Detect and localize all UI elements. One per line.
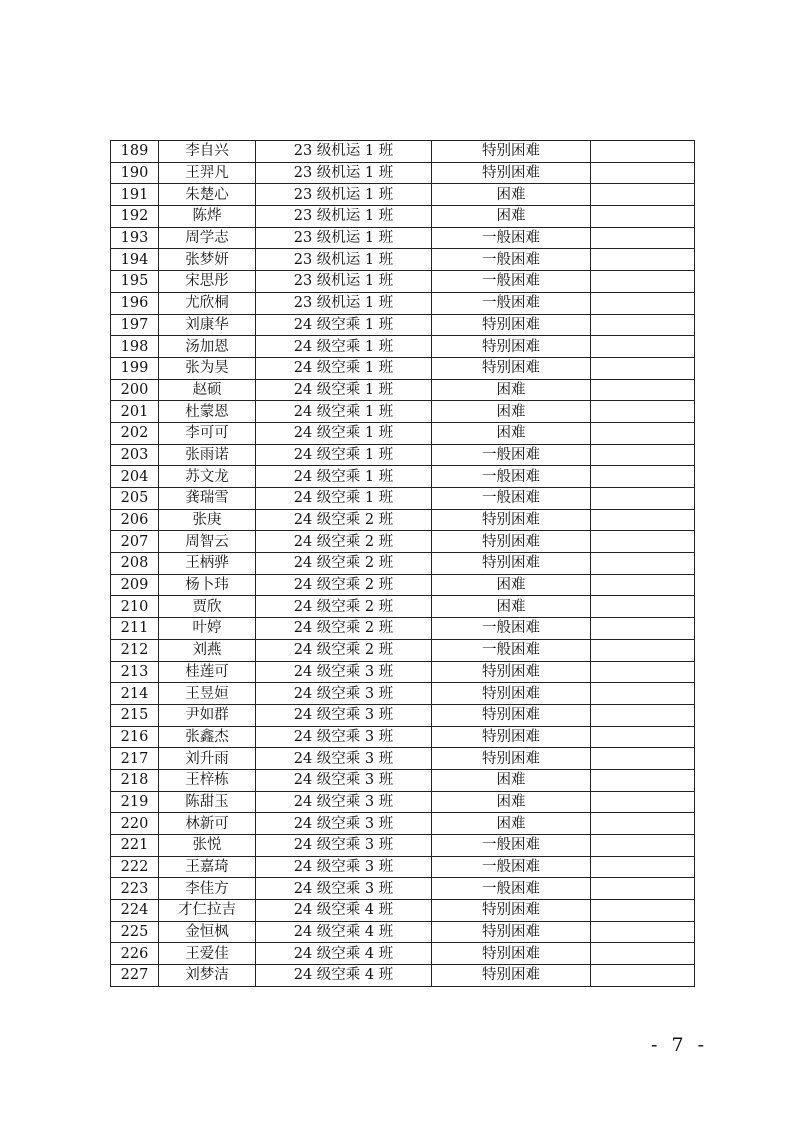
row-number-cell: 220 [111,813,159,835]
class-name-cell: 23 级机运 1 班 [256,292,432,314]
hardship-level-cell: 一般困难 [432,444,591,466]
row-number-cell: 226 [111,943,159,965]
hardship-level-cell: 特别困难 [432,704,591,726]
student-name-cell: 尤欣桐 [159,292,256,314]
class-name-cell: 23 级机运 1 班 [256,162,432,184]
class-name-cell: 24 级空乘 3 班 [256,683,432,705]
student-name-cell: 叶婷 [159,618,256,640]
table-row [111,618,695,640]
hardship-level-cell: 一般困难 [432,249,591,271]
remarks-cell [591,466,695,488]
remarks-cell [591,921,695,943]
table-row [111,162,695,184]
remarks-cell [591,509,695,531]
table-row [111,336,695,358]
hardship-level-cell: 困难 [432,206,591,228]
row-number-cell: 217 [111,748,159,770]
student-name-cell: 张雨诺 [159,444,256,466]
table-row [111,292,695,314]
class-name-cell: 24 级空乘 1 班 [256,336,432,358]
row-number-cell: 201 [111,401,159,423]
class-name-cell: 24 级空乘 1 班 [256,422,432,444]
class-name-cell: 24 级空乘 2 班 [256,596,432,618]
hardship-level-cell: 一般困难 [432,488,591,510]
row-number-cell: 197 [111,314,159,336]
student-name-cell: 贾欣 [159,596,256,618]
student-name-cell: 尹如群 [159,704,256,726]
table-row [111,227,695,249]
hardship-level-cell: 一般困难 [432,878,591,900]
student-name-cell: 金恒枫 [159,921,256,943]
table-row [111,748,695,770]
row-number-cell: 199 [111,357,159,379]
hardship-level-cell: 一般困难 [432,618,591,640]
row-number-cell: 191 [111,184,159,206]
table-row [111,466,695,488]
class-name-cell: 23 级机运 1 班 [256,249,432,271]
remarks-cell [591,835,695,857]
remarks-cell [591,683,695,705]
class-name-cell: 24 级空乘 1 班 [256,357,432,379]
class-name-cell: 24 级空乘 4 班 [256,965,432,987]
table-row [111,422,695,444]
row-number-cell: 225 [111,921,159,943]
student-name-cell: 苏文龙 [159,466,256,488]
hardship-level-cell: 困难 [432,401,591,423]
row-number-cell: 196 [111,292,159,314]
hardship-level-cell: 特别困难 [432,726,591,748]
remarks-cell [591,141,695,163]
table-row [111,596,695,618]
student-name-cell: 林新可 [159,813,256,835]
remarks-cell [591,488,695,510]
remarks-cell [591,162,695,184]
row-number-cell: 189 [111,141,159,163]
remarks-cell [591,401,695,423]
student-name-cell: 周学志 [159,227,256,249]
hardship-level-cell: 困难 [432,596,591,618]
row-number-cell: 224 [111,900,159,922]
class-name-cell: 24 级空乘 1 班 [256,488,432,510]
hardship-level-cell: 特别困难 [432,661,591,683]
row-number-cell: 192 [111,206,159,228]
row-number-cell: 211 [111,618,159,640]
row-number-cell: 209 [111,574,159,596]
row-number-cell: 216 [111,726,159,748]
remarks-cell [591,271,695,293]
class-name-cell: 23 级机运 1 班 [256,141,432,163]
table-row [111,813,695,835]
table-row [111,141,695,163]
hardship-level-cell: 一般困难 [432,835,591,857]
remarks-cell [591,531,695,553]
student-name-cell: 王羿凡 [159,162,256,184]
table-row [111,488,695,510]
table-row [111,314,695,336]
hardship-level-cell: 特别困难 [432,943,591,965]
student-name-cell: 王梓栋 [159,769,256,791]
row-number-cell: 204 [111,466,159,488]
hardship-level-cell: 困难 [432,422,591,444]
hardship-level-cell: 困难 [432,574,591,596]
student-name-cell: 朱楚心 [159,184,256,206]
student-name-cell: 杨卜玮 [159,574,256,596]
student-name-cell: 杜蒙恩 [159,401,256,423]
remarks-cell [591,553,695,575]
student-name-cell: 陈烨 [159,206,256,228]
hardship-level-cell: 一般困难 [432,227,591,249]
student-name-cell: 赵硕 [159,379,256,401]
remarks-cell [591,813,695,835]
table-row [111,943,695,965]
remarks-cell [591,704,695,726]
hardship-level-cell: 特别困难 [432,965,591,987]
student-name-cell: 张庚 [159,509,256,531]
table-row [111,835,695,857]
class-name-cell: 23 级机运 1 班 [256,227,432,249]
class-name-cell: 23 级机运 1 班 [256,271,432,293]
student-name-cell: 周智云 [159,531,256,553]
hardship-level-cell: 特别困难 [432,314,591,336]
remarks-cell [591,791,695,813]
hardship-level-cell: 一般困难 [432,271,591,293]
row-number-cell: 190 [111,162,159,184]
remarks-cell [591,357,695,379]
student-name-cell: 刘梦洁 [159,965,256,987]
row-number-cell: 200 [111,379,159,401]
table-row [111,726,695,748]
row-number-cell: 221 [111,835,159,857]
student-name-cell: 陈甜玉 [159,791,256,813]
table-row [111,271,695,293]
row-number-cell: 214 [111,683,159,705]
student-name-cell: 张为昊 [159,357,256,379]
student-name-cell: 张梦妍 [159,249,256,271]
hardship-level-cell: 特别困难 [432,900,591,922]
student-aid-table-container [110,140,695,987]
student-name-cell: 张鑫杰 [159,726,256,748]
row-number-cell: 207 [111,531,159,553]
hardship-level-cell: 困难 [432,791,591,813]
class-name-cell: 24 级空乘 3 班 [256,769,432,791]
class-name-cell: 24 级空乘 3 班 [256,835,432,857]
row-number-cell: 215 [111,704,159,726]
table-row [111,769,695,791]
row-number-cell: 219 [111,791,159,813]
class-name-cell: 24 级空乘 4 班 [256,943,432,965]
student-name-cell: 才仁拉吉 [159,900,256,922]
hardship-level-cell: 特别困难 [432,553,591,575]
remarks-cell [591,292,695,314]
remarks-cell [591,878,695,900]
remarks-cell [591,618,695,640]
student-name-cell: 张悦 [159,835,256,857]
row-number-cell: 218 [111,769,159,791]
hardship-level-cell: 困难 [432,184,591,206]
hardship-level-cell: 一般困难 [432,856,591,878]
class-name-cell: 24 级空乘 1 班 [256,401,432,423]
hardship-level-cell: 特别困难 [432,921,591,943]
table-row [111,900,695,922]
class-name-cell: 24 级空乘 2 班 [256,618,432,640]
class-name-cell: 24 级空乘 2 班 [256,531,432,553]
page-number: - 7 - [651,1034,709,1056]
table-row [111,574,695,596]
remarks-cell [591,574,695,596]
student-name-cell: 刘康华 [159,314,256,336]
table-row [111,249,695,271]
hardship-level-cell: 困难 [432,379,591,401]
class-name-cell: 24 级空乘 3 班 [256,748,432,770]
student-name-cell: 李自兴 [159,141,256,163]
hardship-level-cell: 特别困难 [432,336,591,358]
class-name-cell: 24 级空乘 3 班 [256,661,432,683]
remarks-cell [591,314,695,336]
student-name-cell: 桂莲可 [159,661,256,683]
remarks-cell [591,336,695,358]
class-name-cell: 24 级空乘 4 班 [256,921,432,943]
row-number-cell: 213 [111,661,159,683]
row-number-cell: 194 [111,249,159,271]
remarks-cell [591,249,695,271]
student-name-cell: 王柄骅 [159,553,256,575]
table-row [111,921,695,943]
remarks-cell [591,661,695,683]
student-name-cell: 汤加恩 [159,336,256,358]
class-name-cell: 24 级空乘 3 班 [256,726,432,748]
row-number-cell: 205 [111,488,159,510]
class-name-cell: 24 级空乘 1 班 [256,379,432,401]
student-name-cell: 宋思彤 [159,271,256,293]
class-name-cell: 23 级机运 1 班 [256,206,432,228]
class-name-cell: 24 级空乘 2 班 [256,553,432,575]
hardship-level-cell: 特别困难 [432,683,591,705]
table-row [111,661,695,683]
class-name-cell: 24 级空乘 3 班 [256,878,432,900]
student-name-cell: 刘燕 [159,639,256,661]
row-number-cell: 223 [111,878,159,900]
remarks-cell [591,726,695,748]
hardship-level-cell: 特别困难 [432,141,591,163]
class-name-cell: 23 级机运 1 班 [256,184,432,206]
table-row [111,401,695,423]
remarks-cell [591,596,695,618]
hardship-level-cell: 特别困难 [432,357,591,379]
class-name-cell: 24 级空乘 2 班 [256,509,432,531]
class-name-cell: 24 级空乘 3 班 [256,813,432,835]
table-row [111,379,695,401]
class-name-cell: 24 级空乘 1 班 [256,314,432,336]
class-name-cell: 24 级空乘 4 班 [256,900,432,922]
hardship-level-cell: 一般困难 [432,639,591,661]
hardship-level-cell: 一般困难 [432,292,591,314]
table-row [111,878,695,900]
remarks-cell [591,379,695,401]
remarks-cell [591,769,695,791]
remarks-cell [591,965,695,987]
row-number-cell: 210 [111,596,159,618]
student-aid-table [110,140,695,987]
row-number-cell: 195 [111,271,159,293]
row-number-cell: 212 [111,639,159,661]
class-name-cell: 24 级空乘 1 班 [256,444,432,466]
class-name-cell: 24 级空乘 2 班 [256,639,432,661]
row-number-cell: 206 [111,509,159,531]
hardship-level-cell: 特别困难 [432,162,591,184]
student-name-cell: 李佳方 [159,878,256,900]
table-row [111,965,695,987]
remarks-cell [591,639,695,661]
hardship-level-cell: 困难 [432,813,591,835]
table-row [111,704,695,726]
table-row [111,509,695,531]
row-number-cell: 203 [111,444,159,466]
class-name-cell: 24 级空乘 2 班 [256,574,432,596]
row-number-cell: 208 [111,553,159,575]
table-row [111,444,695,466]
class-name-cell: 24 级空乘 3 班 [256,856,432,878]
row-number-cell: 222 [111,856,159,878]
row-number-cell: 202 [111,422,159,444]
table-row [111,791,695,813]
remarks-cell [591,184,695,206]
hardship-level-cell: 一般困难 [432,466,591,488]
hardship-level-cell: 特别困难 [432,531,591,553]
remarks-cell [591,422,695,444]
student-name-cell: 王昱姮 [159,683,256,705]
remarks-cell [591,900,695,922]
remarks-cell [591,227,695,249]
class-name-cell: 24 级空乘 3 班 [256,704,432,726]
table-row [111,683,695,705]
student-name-cell: 王嘉琦 [159,856,256,878]
table-row [111,206,695,228]
table-row [111,856,695,878]
table-row [111,553,695,575]
row-number-cell: 227 [111,965,159,987]
table-row [111,357,695,379]
table-row [111,184,695,206]
student-name-cell: 龚瑞雪 [159,488,256,510]
table-body [111,141,695,987]
remarks-cell [591,943,695,965]
student-name-cell: 刘升雨 [159,748,256,770]
student-name-cell: 李可可 [159,422,256,444]
remarks-cell [591,206,695,228]
hardship-level-cell: 特别困难 [432,509,591,531]
class-name-cell: 24 级空乘 3 班 [256,791,432,813]
row-number-cell: 193 [111,227,159,249]
hardship-level-cell: 困难 [432,769,591,791]
row-number-cell: 198 [111,336,159,358]
remarks-cell [591,444,695,466]
remarks-cell [591,856,695,878]
table-row [111,531,695,553]
student-name-cell: 王爱佳 [159,943,256,965]
remarks-cell [591,748,695,770]
table-row [111,639,695,661]
class-name-cell: 24 级空乘 1 班 [256,466,432,488]
hardship-level-cell: 特别困难 [432,748,591,770]
